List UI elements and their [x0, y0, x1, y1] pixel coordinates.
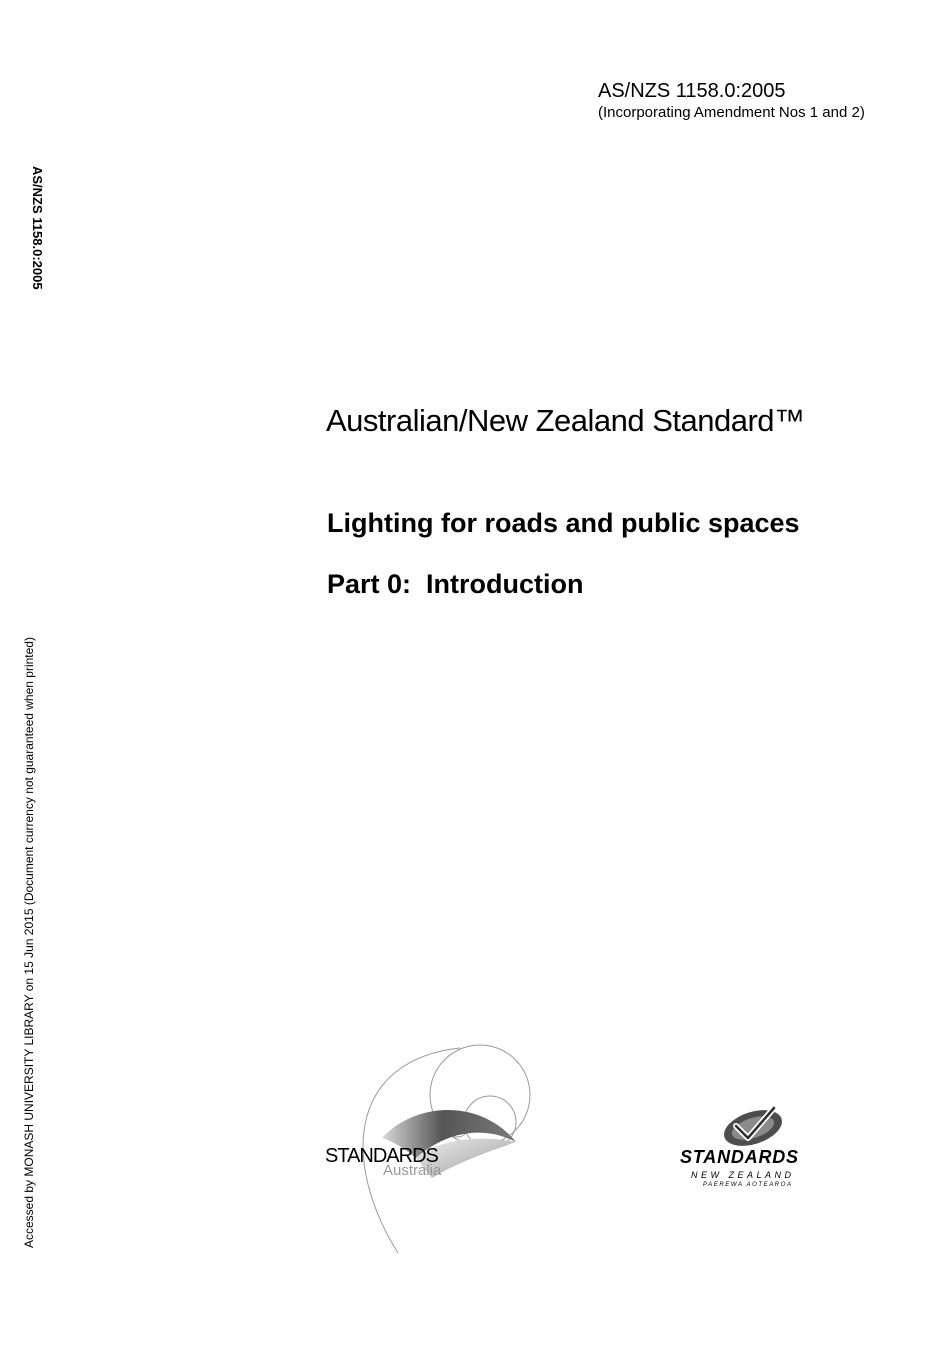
access-note-text: Accessed by MONASH UNIVERSITY LIBRARY on 15 Jun 2015 (Document currency not guaranteed when printed) [22, 637, 36, 1248]
document-number: AS/NZS 1158.0:2005 [598, 80, 786, 102]
standards-nz-logo-icon [718, 1102, 788, 1150]
standard-kind: Australian/New Zealand Standard™ [326, 403, 805, 438]
standards-nz-country: NEW ZEALAND [691, 1170, 795, 1180]
spine-document-code-text: AS/NZS 1158.0:2005 [30, 166, 45, 290]
standards-nz-maori-name: PAEREWA AOTEAROA [703, 1182, 793, 1188]
standard-part: Part 0: Introduction [327, 569, 584, 599]
standards-australia-wordmark: STANDARDS [325, 1145, 438, 1167]
standards-australia-subtitle: Australia [383, 1162, 442, 1179]
standard-title: Lighting for roads and public spaces [327, 508, 800, 538]
standards-nz-wordmark: STANDARDS [680, 1147, 799, 1167]
amendment-note: (Incorporating Amendment Nos 1 and 2) [598, 104, 865, 121]
